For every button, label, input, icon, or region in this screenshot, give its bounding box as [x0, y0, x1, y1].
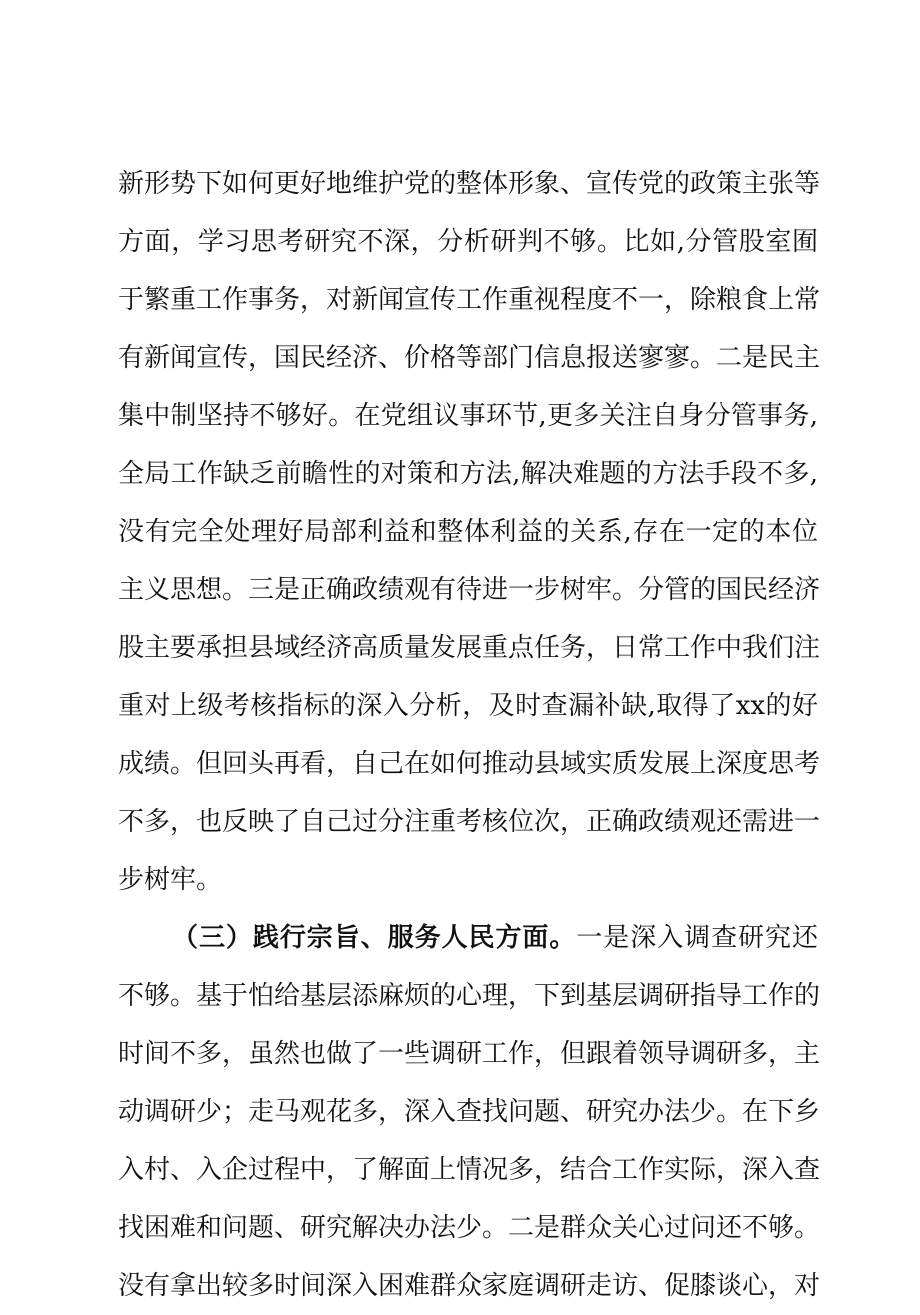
text-line: 于繁重工作事务，对新闻宣传工作重视程度不一，除粮食上常 [118, 285, 821, 315]
text-line: 不够。基于怕给基层添麻烦的心理，下到基层调研指导工作的 [118, 981, 821, 1011]
text-line: 时间不多，虽然也做了一些调研工作，但跟着领导调研多，主 [118, 1039, 821, 1069]
document-body [118, 155, 821, 1315]
text-line: 有新闻宣传，国民经济、价格等部门信息报送寥寥。二是民主 [118, 343, 821, 373]
text-line: 集中制坚持不够好。在党组议事环节,更多关注自身分管事务, [118, 401, 818, 431]
paragraph-2-first-line [118, 909, 818, 967]
text-line: 入村、入企过程中，了解面上情况多，结合工作实际，深入查 [118, 1155, 821, 1185]
paragraph-2 [118, 909, 821, 1315]
text-line: 方面，学习思考研究不深，分析研判不够。比如,分管股室囿 [118, 227, 818, 257]
text-line: 重对上级考核指标的深入分析，及时查漏补缺,取得了xx的好 [118, 691, 818, 721]
paragraph-1 [118, 155, 821, 909]
text-line: 没有拿出较多时间深入困难群众家庭调研走访、促膝谈心，对 [118, 1271, 821, 1301]
text-run: 一是深入调查研究还 [576, 923, 818, 953]
text-line: 成绩。但回头再看，自己在如何推动县域实质发展上深度思考 [118, 749, 821, 779]
section-heading: （三）践行宗旨、服务人民方面。 [172, 923, 577, 953]
text-line: 动调研少；走马观花多，深入查找问题、研究办法少。在下乡 [118, 1097, 821, 1127]
text-line: 步树牢。 [118, 865, 223, 895]
text-line: 新形势下如何更好地维护党的整体形象、宣传党的政策主张等 [118, 169, 821, 199]
text-line: 股主要承担县域经济高质量发展重点任务，日常工作中我们注 [118, 633, 821, 663]
text-line: 没有完全处理好局部利益和整体利益的关系,存在一定的本位 [118, 517, 818, 547]
text-line: 主义思想。三是正确政绩观有待进一步树牢。分管的国民经济 [118, 575, 821, 605]
text-line: 找困难和问题、研究解决办法少。二是群众关心过问还不够。 [118, 1213, 821, 1243]
text-line: 不多，也反映了自己过分注重考核位次，正确政绩观还需进一 [118, 807, 821, 837]
text-line: 全局工作缺乏前瞻性的对策和方法,解决难题的方法手段不多, [118, 459, 818, 489]
